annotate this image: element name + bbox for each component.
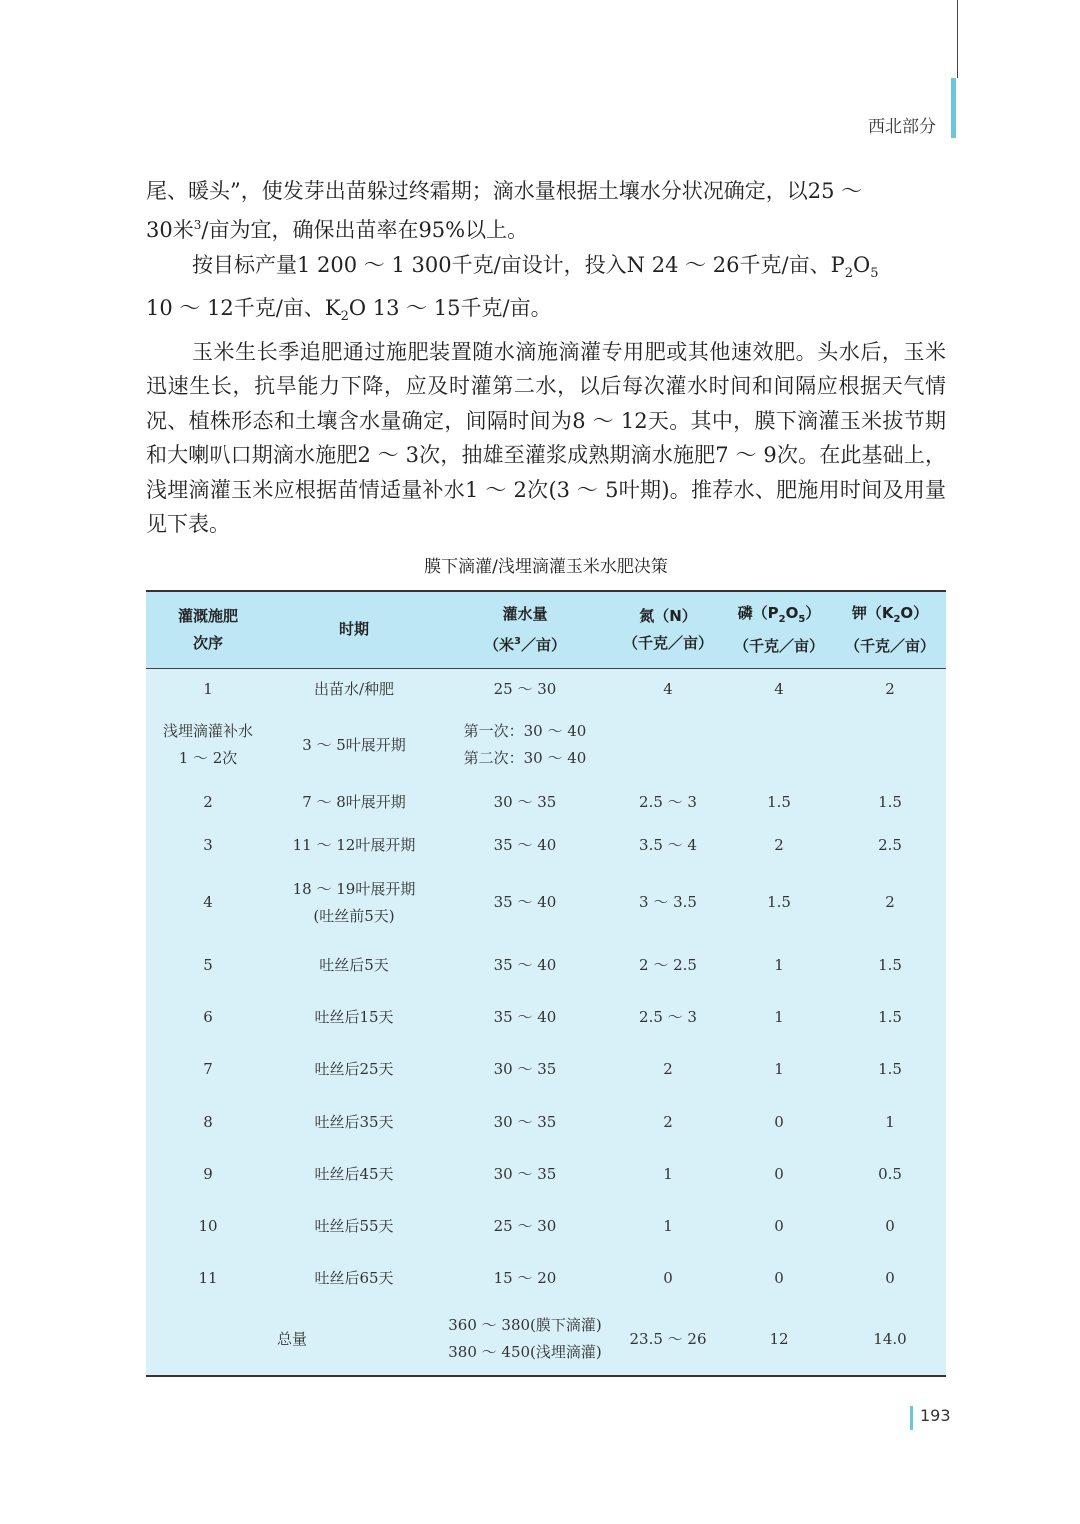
header-phosphorus: 磷$(P_2O_5)$ （千克／亩） xyxy=(724,592,834,668)
section-marker xyxy=(951,78,956,138)
table-row: 10 吐丝后55天 25 ～ 30 1 0 0 xyxy=(198,1217,895,1236)
section-title: 西北部分 xyxy=(868,117,936,137)
page-number-marker xyxy=(910,1406,913,1430)
paragraph-3: 玉米生长季追肥通过施肥装置随水滴施滴灌专用肥或其他速效肥。头水后，玉米迅速生长，抗旱能力下降，应及时灌第二水，以后每次灌水时间和间隔应根据天气情况、植株形态和土壤含水量确定，间隔时间为8 ～ 12天。其中，膜下滴灌玉米拔节期和大喇叭口期滴水施肥2 ～ 3次，抽雄至灌浆成熟期滴水施肥7 ～ 9次。在此基础上，浅埋滴灌玉米应根据苗情适量补水1 ～ 2次(3 ～ 5叶期)。推荐水、肥施用时间及用量见下表。 xyxy=(146,340,946,537)
header-water: 灌水量 （米$^3$／亩） xyxy=(438,592,612,668)
table-total-row: 总量 360 ～ 380(膜下滴灌) 380 ～ 450(浅埋滴灌) 23.5 ～ 26 12 14.0 xyxy=(276,1316,907,1362)
table-row: 5 吐丝后5天 35 ～ 40 2 ～ 2.5 1 1.5 xyxy=(203,955,902,974)
table-row: 4 18 ～ 19叶展开期 (吐丝前5天) 35 ～ 40 3 ～ 3.5 1.5 2 xyxy=(203,879,895,925)
header-sequence: 灌溉施肥 次序 xyxy=(146,592,270,668)
header-period: 时期 xyxy=(270,592,438,668)
table-caption: 膜下滴灌/浅埋滴灌玉米水肥决策 xyxy=(424,557,668,577)
header-potassium: 钾$(K_2O)$ （千克／亩） xyxy=(834,592,946,668)
table-row: 6 吐丝后15天 35 ～ 40 2.5 ～ 3 1 1.5 xyxy=(203,1007,902,1026)
table-row: 3 11 ～ 12叶展开期 35 ～ 40 3.5 ～ 4 2 2.5 xyxy=(203,835,902,854)
table-row: 浅埋滴灌补水 1 ～ 2次 3 ～ 5叶展开期 第一次：30 ～ 40 第二次：30 ～ 40 xyxy=(162,722,587,767)
table-row: 1 出苗水/种肥 25 ～ 30 4 4 2 xyxy=(203,679,895,698)
table-header-row xyxy=(146,592,946,668)
table-row: 2 7 ～ 8叶展开期 30 ～ 35 2.5 ～ 3 1.5 1.5 xyxy=(203,792,902,811)
paragraph-1: 尾、暖头”，使发芽出苗躲过终霜期；滴水量根据土壤水分状况确定，以25 ～ 30米$^3$/亩为宜，确保出苗率在95%以上。 xyxy=(146,179,863,243)
body-text xyxy=(146,174,946,541)
top-rule xyxy=(957,0,958,78)
table-row: 9 吐丝后45天 30 ～ 35 1 0 0.5 xyxy=(203,1164,902,1183)
paragraph-2: 按目标产量1 200 ～ 1 300千克/亩设计，投入N 24 ～ 26千克/亩、$P_2O_5$ 10 ～ 12千克/亩、$K_2O$ 13 ～ 15千克/亩。 xyxy=(146,252,879,325)
page-number: 193 xyxy=(920,1406,951,1425)
table-row: 7 吐丝后25天 30 ～ 35 2 1 1.5 xyxy=(203,1060,902,1079)
header-nitrogen: 氮（N） （千克／亩） xyxy=(612,592,724,668)
table-row: 11 吐丝后65天 15 ～ 20 0 0 0 xyxy=(198,1269,895,1288)
fertigation-table xyxy=(146,590,946,1377)
table-row: 8 吐丝后35天 30 ～ 35 2 0 1 xyxy=(203,1112,895,1131)
